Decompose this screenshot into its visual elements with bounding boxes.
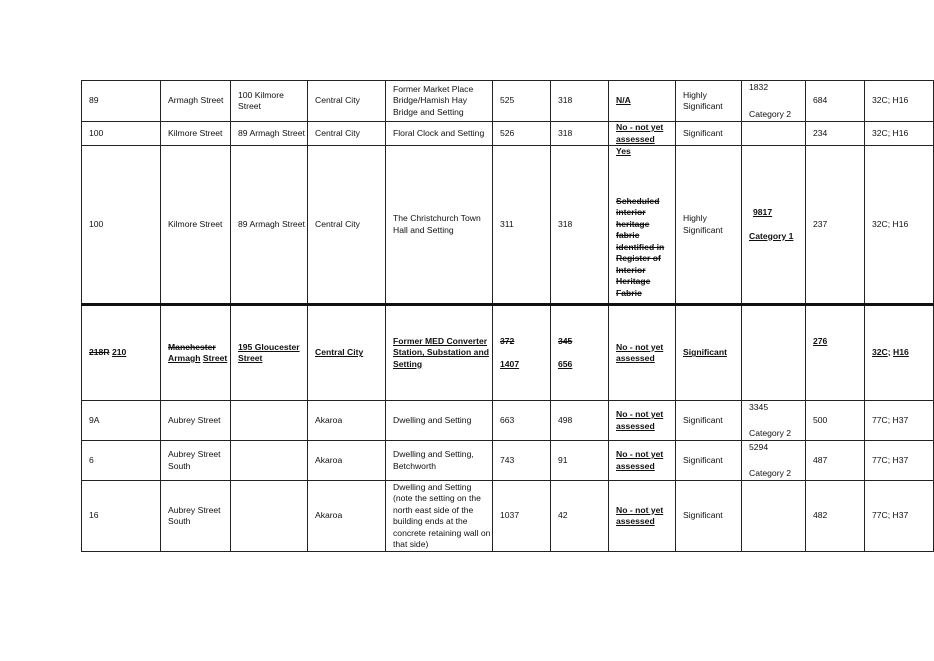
- table-row: [82, 122, 934, 146]
- hnzpt-listing: [742, 441, 806, 481]
- street-number: 9A: [82, 401, 161, 441]
- alternate-address: 89 Armagh Street: [231, 122, 308, 146]
- hnzpt-listing: [742, 122, 806, 146]
- area: Akaroa: [308, 441, 386, 481]
- heritage-item-number: 663: [493, 401, 551, 441]
- table-row: [82, 481, 934, 552]
- old-assessment-number: 345: [558, 335, 573, 346]
- heritage-assessment-number: 91: [551, 441, 609, 481]
- hnzpt-number: 5294: [749, 442, 769, 452]
- heritage-assessment-number: 318: [551, 81, 609, 122]
- new-assessment-number: 656: [558, 359, 573, 369]
- place-description: Former MED Converter Station, Substation and Setting: [386, 305, 493, 401]
- heritage-schedule-table: [81, 80, 934, 552]
- hnzpt-listing: [742, 401, 806, 441]
- aerial-map-number: 500: [806, 401, 865, 441]
- significance: Significant: [676, 122, 742, 146]
- significance: Significant: [676, 401, 742, 441]
- place-description: Floral Clock and Setting: [386, 122, 493, 146]
- place-description: Dwelling and Setting: [386, 401, 493, 441]
- alternate-address: [231, 441, 308, 481]
- planning-map-new: H16: [893, 347, 909, 358]
- heritage-assessment-number: 318: [551, 122, 609, 146]
- aerial-map-number: 684: [806, 81, 865, 122]
- area: Central City: [308, 81, 386, 122]
- table-row: [82, 146, 934, 305]
- planning-map: 77C; H37: [865, 441, 934, 481]
- interior-fabric: No - not yet assessed: [609, 305, 676, 401]
- old-item-number: 372: [500, 335, 515, 346]
- place-description: Dwelling and Setting, Betchworth: [386, 441, 493, 481]
- heritage-item-number: 525: [493, 81, 551, 122]
- area: Central City: [308, 146, 386, 305]
- street-number: 89: [82, 81, 161, 122]
- place-description: Dwelling and Setting (note the setting on the north east side of the building ends at the concrete retaining wall on that side): [386, 481, 493, 552]
- interior-fabric: No - not yet assessed: [609, 441, 676, 481]
- alternate-address: [231, 481, 308, 552]
- table-row: [82, 81, 934, 122]
- street-name: Aubrey Street: [161, 401, 231, 441]
- aerial-map-number: 234: [806, 122, 865, 146]
- old-street-number: 218R: [89, 347, 110, 358]
- street-name: Armagh Street: [161, 81, 231, 122]
- alternate-address: 195 Gloucester Street: [231, 305, 308, 401]
- hnzpt-number: 3345: [749, 402, 769, 412]
- significance: Significant: [676, 441, 742, 481]
- planning-map: 77C; H37: [865, 401, 934, 441]
- interior-scheduled-struck: Scheduled interior heritage fabric identified in Register of Interior Heritage Fabric: [616, 195, 665, 298]
- interior-fabric: No - not yet assessed: [609, 122, 676, 146]
- planning-map: 77C; H37: [865, 481, 934, 552]
- heritage-assessment-number: 42: [551, 481, 609, 552]
- heritage-item-number: 311: [493, 146, 551, 305]
- significance: Highly Significant: [676, 146, 742, 305]
- planning-map: [865, 305, 934, 401]
- heritage-assessment-number: [551, 305, 609, 401]
- heritage-assessment-number: 498: [551, 401, 609, 441]
- street-number: 6: [82, 441, 161, 481]
- significance: Significant: [676, 481, 742, 552]
- alternate-address: [231, 401, 308, 441]
- new-item-number: 1407: [500, 359, 520, 369]
- table-row: [82, 441, 934, 481]
- planning-map: 32C; H16: [865, 146, 934, 305]
- hnzpt-number: 1832: [749, 82, 769, 92]
- table-row: [82, 401, 934, 441]
- heritage-item-number: [493, 305, 551, 401]
- heritage-item-number: 1037: [493, 481, 551, 552]
- aerial-map-number: 482: [806, 481, 865, 552]
- heritage-item-number: 526: [493, 122, 551, 146]
- hnzpt-listing: [742, 481, 806, 552]
- hnzpt-listing: [742, 305, 806, 401]
- place-description: Former Market Place Bridge/Hamish Hay Bridge and Setting: [386, 81, 493, 122]
- hnzpt-category: Category 2: [749, 427, 792, 438]
- street-name: Aubrey Street South: [161, 481, 231, 552]
- place-description: The Christchurch Town Hall and Setting: [386, 146, 493, 305]
- street-suffix: Street: [202, 353, 228, 363]
- alternate-address: 100 Kilmore Street: [231, 81, 308, 122]
- street-name: [161, 305, 231, 401]
- aerial-map-number: 276: [806, 305, 865, 401]
- old-street-name: Manchester: [168, 341, 216, 352]
- hnzpt-listing: [742, 146, 806, 305]
- area: Akaroa: [308, 481, 386, 552]
- hnzpt-category: Category 1: [749, 230, 794, 241]
- street-number: [82, 305, 161, 401]
- heritage-item-number: 743: [493, 441, 551, 481]
- table-row: [82, 305, 934, 401]
- interior-fabric: No - not yet assessed: [609, 401, 676, 441]
- street-name: Aubrey Street South: [161, 441, 231, 481]
- aerial-map-number: 237: [806, 146, 865, 305]
- alternate-address: 89 Armagh Street: [231, 146, 308, 305]
- new-street-name: Armagh: [168, 353, 201, 363]
- street-number: 16: [82, 481, 161, 552]
- street-name: Kilmore Street: [161, 146, 231, 305]
- interior-fabric: [609, 146, 676, 305]
- new-street-number: 210: [111, 347, 127, 358]
- area: Akaroa: [308, 401, 386, 441]
- street-number: 100: [82, 146, 161, 305]
- interior-fabric: N/A: [609, 81, 676, 122]
- interior-yes: Yes: [616, 146, 631, 156]
- planning-map-separator: ;: [887, 347, 894, 358]
- aerial-map-number: 487: [806, 441, 865, 481]
- interior-fabric: No - not yet assessed: [609, 481, 676, 552]
- street-number: 100: [82, 122, 161, 146]
- hnzpt-category: Category 2: [749, 108, 792, 119]
- street-name: Kilmore Street: [161, 122, 231, 146]
- planning-map: 32C; H16: [865, 81, 934, 122]
- planning-map-old: 32C: [872, 347, 888, 358]
- planning-map: 32C; H16: [865, 122, 934, 146]
- hnzpt-listing: [742, 81, 806, 122]
- significance: Highly Significant: [676, 81, 742, 122]
- significance: Significant: [676, 305, 742, 401]
- hnzpt-category: Category 2: [749, 467, 792, 478]
- hnzpt-number: 9817: [753, 207, 773, 217]
- heritage-assessment-number: 318: [551, 146, 609, 305]
- area: Central City: [308, 122, 386, 146]
- area: Central City: [308, 305, 386, 401]
